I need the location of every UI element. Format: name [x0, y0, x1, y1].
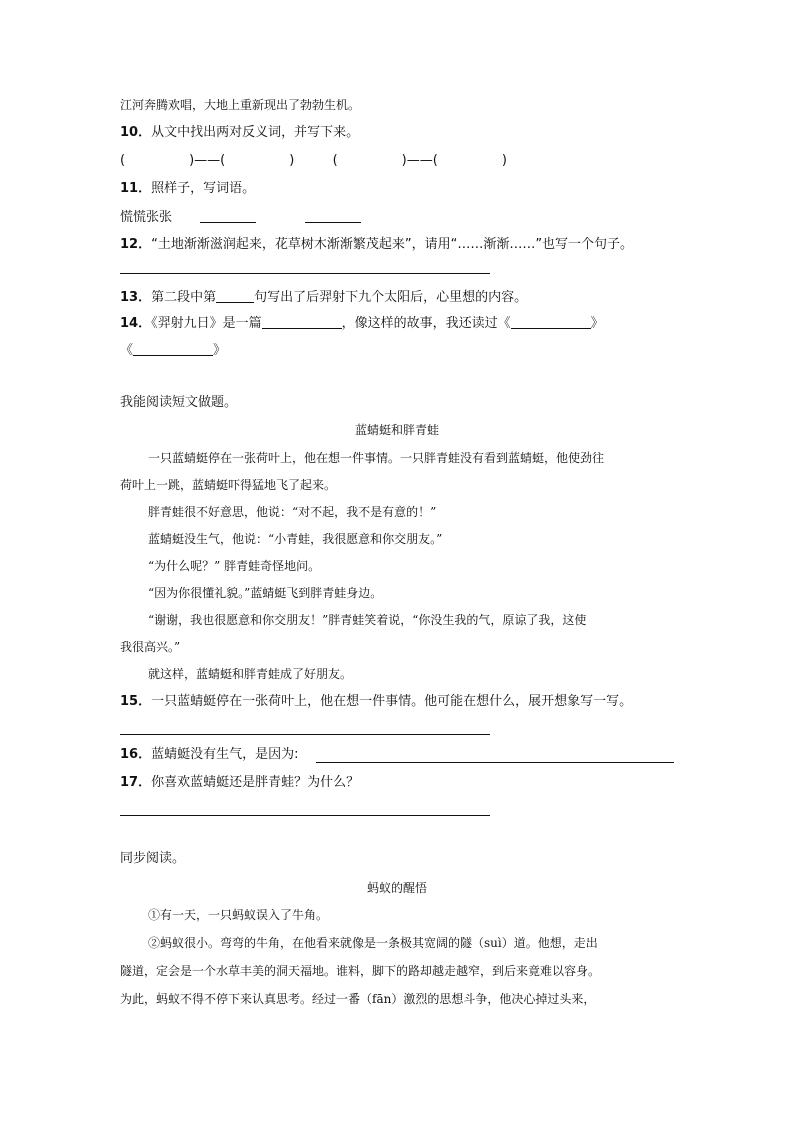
q10-answer-pairs: [120, 152, 507, 170]
passage-line: “因为你很懂礼貌。”蓝蜻蜓飞到胖青蛙身边。: [148, 586, 383, 600]
antonym-pair-2[interactable]: ( )——( ): [332, 153, 507, 168]
question-14-cont: 《 》: [120, 343, 227, 358]
passage-line: 一只蓝蜻蜓停在一张荷叶上，他在想一件事情。一只胖青蛙没有看到蓝蜻蜓，他使劲往: [148, 451, 605, 465]
question-text: 从文中找出两对反义词，并写下来。: [151, 125, 360, 140]
question-12: 12．“土地渐渐滋润起来，花草树木渐渐繁茂起来”，请用“……渐渐……”也写一个句子。: [120, 237, 634, 252]
question-number: 17: [120, 775, 139, 790]
question-13: 13．第二段中第 句写出了后羿射下九个太阳后，心里想的内容。: [120, 290, 528, 305]
passage-line: 胖青蛙很不好意思，他说：“对不起，我不是有意的！”: [148, 505, 437, 519]
passage-title: 蚂蚁的醒悟: [366, 881, 427, 895]
answer-blank-2[interactable]: [305, 208, 361, 223]
question-number: 15: [120, 694, 139, 709]
question-10: 10．从文中找出两对反义词，并写下来。: [120, 125, 360, 140]
question-text: 你喜欢蓝蜻蜓还是胖青蛙？为什么？: [151, 775, 360, 790]
answer-blank[interactable]: [216, 288, 254, 303]
passage-line: ①有一天，一只蚂蚁误入了牛角。: [148, 908, 329, 922]
story-blank-2[interactable]: [133, 341, 213, 356]
story-blank-1[interactable]: [511, 314, 591, 329]
passage-line: ②蚂蚁很小。弯弯的牛角，在他看来就像是一条极其宽阔的隧（suì）道。他想，走出: [148, 936, 598, 950]
question-text: “土地渐渐滋润起来，花草树木渐渐繁茂起来”，请用“……渐渐……”也写一个句子。: [151, 237, 634, 252]
q16-answer-line[interactable]: [316, 762, 674, 763]
q17-answer-line[interactable]: [120, 815, 490, 816]
passage-title: 蓝蜻蜓和胖青蛙: [354, 423, 439, 437]
question-number: 10: [120, 125, 139, 140]
q11-example-row: [120, 208, 361, 227]
passage-line: “为什么呢？” 胖青蛙奇怪地问。: [148, 559, 321, 573]
antonym-pair-1[interactable]: ( )——( ): [120, 153, 295, 168]
question-text: 照样子，写词语。: [151, 181, 256, 196]
question-number: 12: [120, 237, 139, 252]
q12-answer-line[interactable]: [120, 273, 490, 274]
section-heading: 同步阅读。: [120, 851, 186, 866]
question-number: 11: [120, 181, 139, 196]
section-heading: 我能阅读短文做题。: [120, 395, 238, 410]
question-number: 16: [120, 747, 139, 762]
answer-blank-1[interactable]: [200, 208, 256, 223]
passage-line: 就这样，蓝蜻蜓和胖青蛙成了好朋友。: [148, 667, 353, 681]
question-11: 11．照样子，写词语。: [120, 181, 256, 196]
example-word: 慌慌张张: [120, 210, 173, 225]
question-text: 蓝蜻蜓没有生气，是因为:: [151, 747, 299, 762]
question-14: 14．《羿射九日》是一篇 ，像这样的故事，我还读过《 》: [120, 316, 604, 331]
passage-line: 隧道，定会是一个水草丰美的洞天福地。谁料，脚下的路却越走越窄，到后来竟难以容身。: [120, 964, 601, 978]
question-number: 13: [120, 290, 139, 305]
question-15: 15．一只蓝蜻蜓停在一张荷叶上，他在想一件事情。他可能在想什么，展开想象写一写。: [120, 694, 633, 709]
passage-line: 蓝蜻蜓没生气，他说：“小青蛙，我很愿意和你交朋友。”: [148, 532, 443, 546]
passage-line: 为此，蚂蚁不得不停下来认真思考。经过一番（fān）激烈的思想斗争，他决心掉过头来，: [120, 992, 596, 1006]
intro-line: 江河奔腾欢唱，大地上重新现出了勃勃生机。: [120, 98, 361, 112]
question-number: 14: [120, 316, 139, 331]
genre-blank[interactable]: [262, 314, 342, 329]
question-text: 一只蓝蜻蜓停在一张荷叶上，他在想一件事情。他可能在想什么，展开想象写一写。: [151, 694, 633, 709]
passage-line: 荷叶上一跳，蓝蜻蜓吓得猛地飞了起来。: [120, 478, 337, 492]
q15-answer-line[interactable]: [120, 734, 490, 735]
question-16: 16．蓝蜻蜓没有生气，是因为:: [120, 747, 299, 762]
passage-line: 我很高兴。”: [120, 640, 181, 654]
passage-line: “谢谢，我也很愿意和你交朋友！”胖青蛙笑着说，“你没生我的气，原谅了我，这使: [148, 613, 587, 627]
question-17: 17．你喜欢蓝蜻蜓还是胖青蛙？为什么？: [120, 775, 360, 790]
